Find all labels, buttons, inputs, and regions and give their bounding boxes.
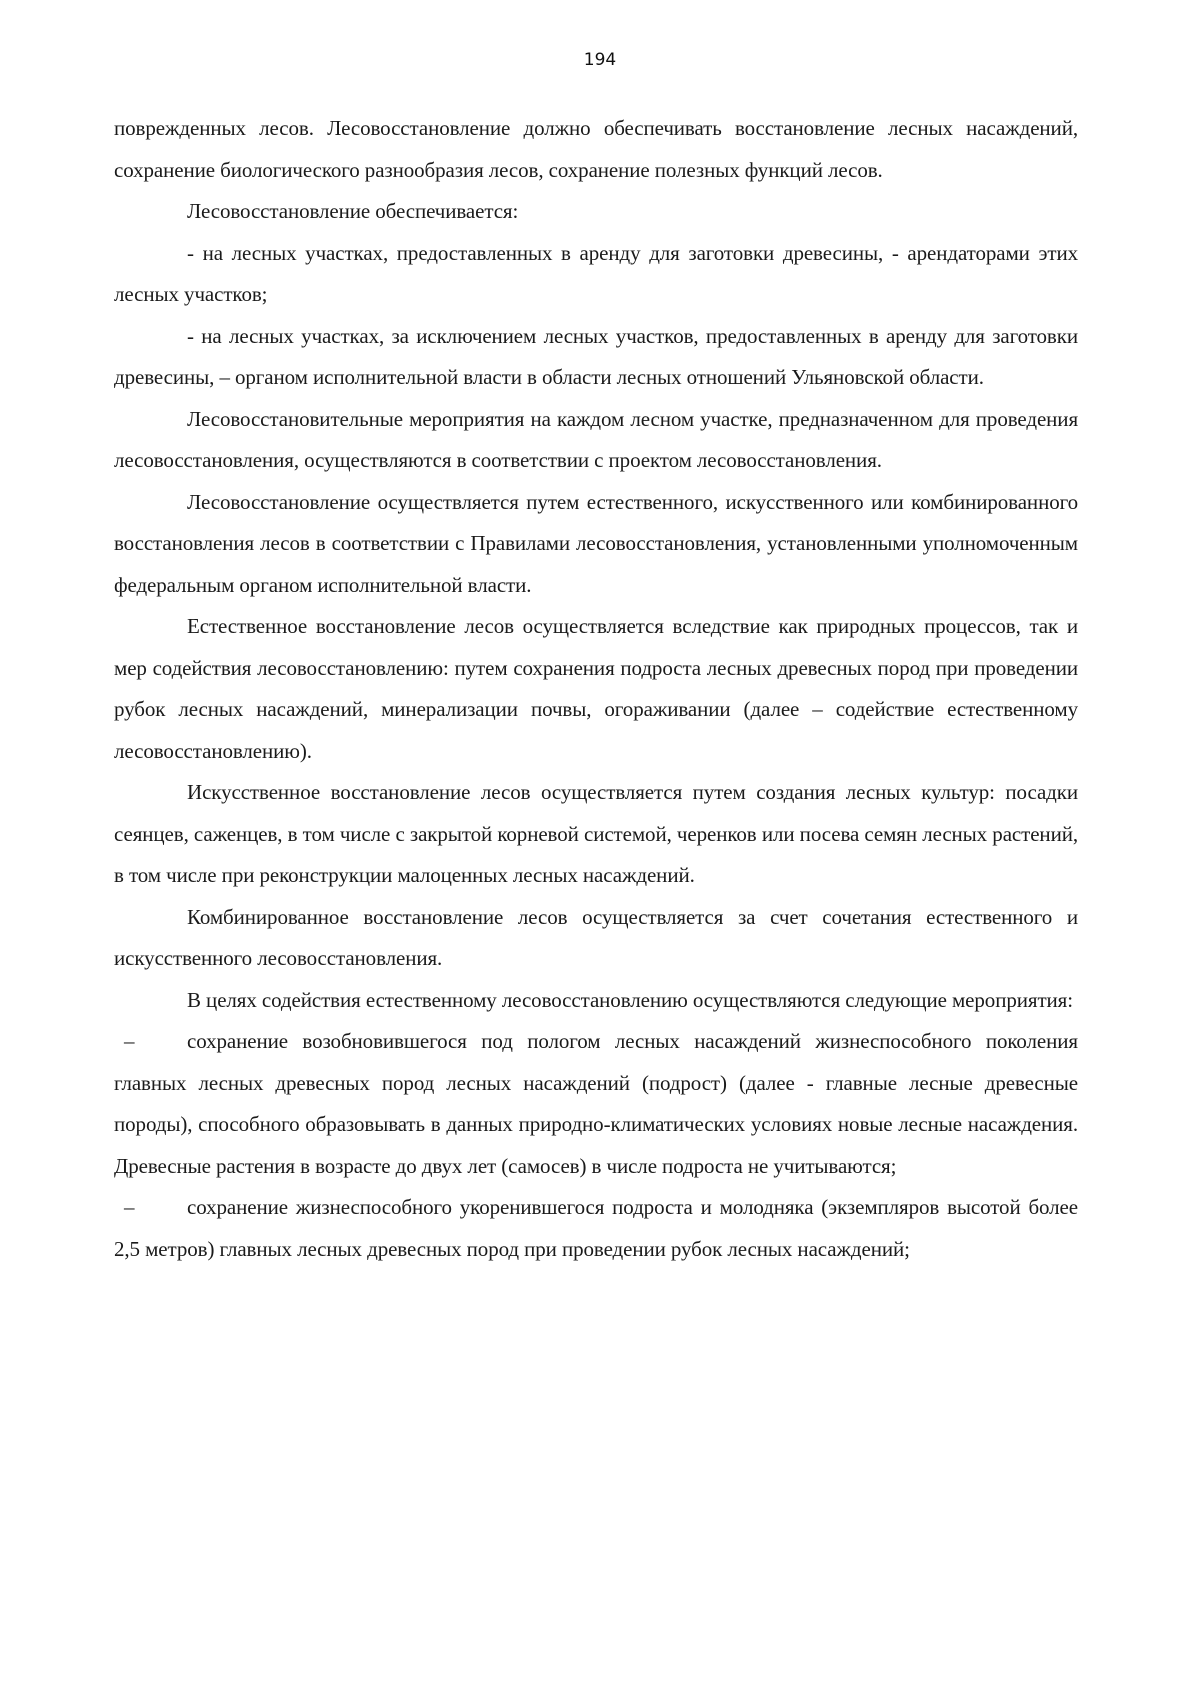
paragraph: Искусственное восстановление лесов осуществляется путем создания лесных культур: посадки сеянцев, саженцев, в том числе с закрытой корневой системой, черенков или посева семян лесных растений, в том числе при реконструкции малоценных лесных насаждений. (114, 780, 1078, 887)
list-item (114, 1021, 1078, 1187)
list-dash-marker: – (124, 1195, 135, 1219)
paragraph: Естественное восстановление лесов осуществляется вследствие как природных процессов, так и мер содействия лесовосстановлению: путем сохранения подроста лесных древесных пород при проведении рубок лесных насаждений, минерализации почвы, огораживании (далее – содействие естественному лесовосстановлению). (114, 614, 1078, 763)
paragraph: Лесовосстановление осуществляется путем естественного, искусственного или комбинированного восстановления лесов в соответствии с Правилами лесовосстановления, установленными уполномоченным федеральным органом исполнительной власти. (114, 489, 1078, 597)
list-item-text: сохранение возобновившегося под пологом лесных насаждений жизнеспособного поколения главных лесных древесных пород лесных насаждений (подрост) (далее - главные лесные древесные породы), способного образовывать в данных природно-климатических условиях новые лесные насаждения. Древесные растения в возрасте до двух лет (самосев) в числе подроста не учитываются; (114, 1029, 1078, 1178)
list-item (114, 1187, 1078, 1270)
paragraph: В целях содействия естественному лесовосстановлению осуществляются следующие мероприятия: (187, 987, 1073, 1012)
paragraph: поврежденных лесов. Лесовосстановление должно обеспечивать восстановление лесных насаждений, сохранение биологического разнообразия лесов, сохранение полезных функций лесов. (114, 116, 1078, 182)
paragraph: Комбинированное восстановление лесов осуществляется за счет сочетания естественного и искусственного лесовосстановления. (114, 904, 1078, 970)
paragraph: Лесовосстановительные мероприятия на каждом лесном участке, предназначенном для проведения лесовосстановления, осуществляются в соответствии с проектом лесовосстановления. (114, 406, 1078, 472)
paragraph: Лесовосстановление обеспечивается: (187, 199, 519, 223)
body-text (114, 108, 1078, 1270)
list-item-text: сохранение жизнеспособного укоренившегося подроста и молодняка (экземпляров высотой более 2,5 метров) главных лесных древесных пород при проведении рубок лесных насаждений; (114, 1195, 1078, 1261)
list-dash-marker: – (124, 1029, 135, 1053)
paragraph: - на лесных участках, предоставленных в аренду для заготовки древесины, - арендаторами этих лесных участков; (114, 240, 1078, 306)
page-number: 194 (583, 50, 617, 70)
paragraph: - на лесных участках, за исключением лесных участков, предоставленных в аренду для заготовки древесины, – органом исполнительной власти в области лесных отношений Ульяновской области. (114, 323, 1078, 389)
